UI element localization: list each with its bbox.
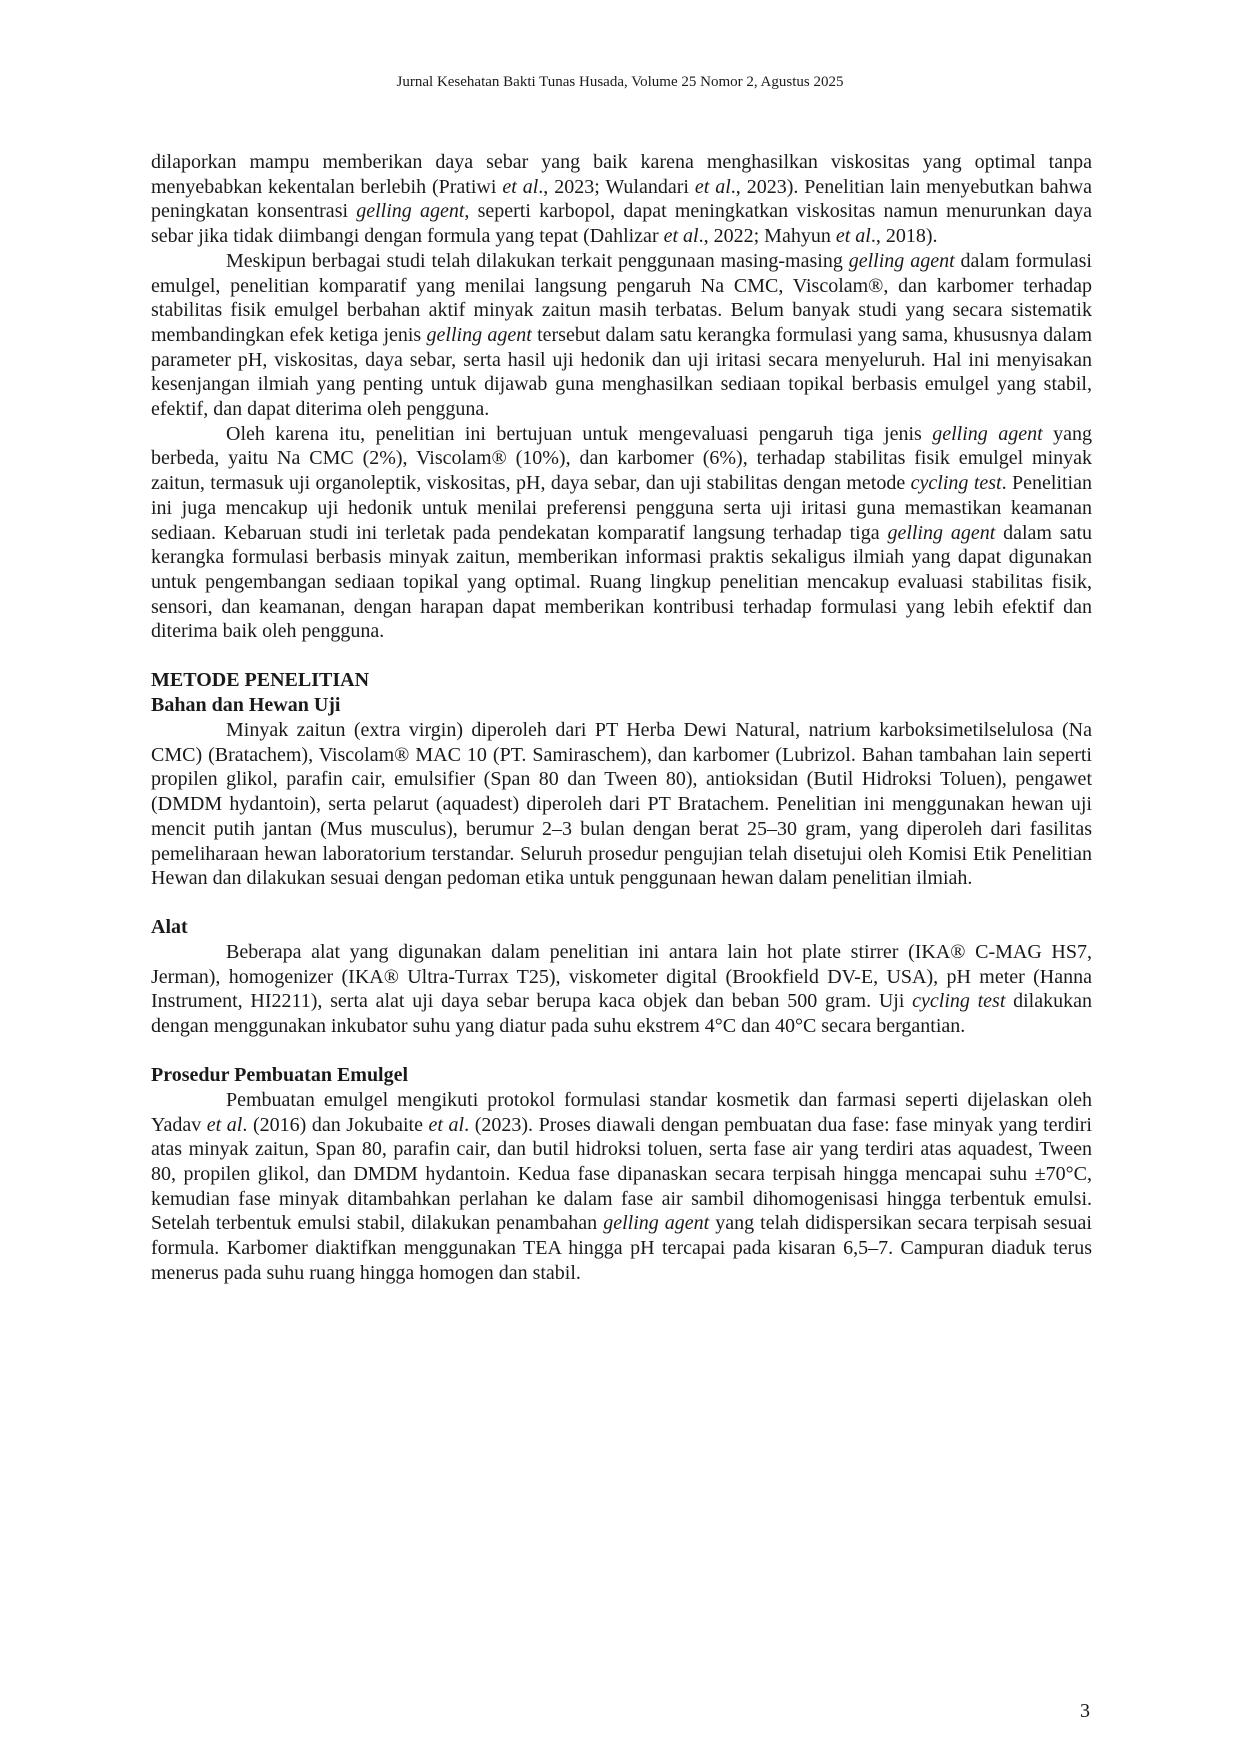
text-run: ., 2018). xyxy=(870,225,938,248)
text-run: yang telah didispersikan secara terpisah sesuai formula. Karbomer diaktifkan menggunakan TEA hingga pH tercapai pada kisaran 6,5–7. Campuran diaduk terus menerus pada suhu ruang hingga homogen dan stabil. xyxy=(151,1212,1092,1284)
text-run: . (2023). Proses diawali dengan pembuatan dua fase: fase minyak yang terdiri atas minyak zaitun, Span 80, parafin cair, dan butil hidroksi toluen, serta fase air yang terdiri atas aquadest, Tween 80, propilen glikol, dan DMDM hydantoin. Kedua fase dipanaskan secara terpisah hingga mencapai suhu ±70°C, kemudian fase minyak ditambahkan perlahan ke dalam fase air sambil dihomogenisasi hingga terbentuk emulsi. Setelah terbentuk emulsi stabil, dilakukan penambahan xyxy=(151,1113,1092,1235)
text-run: dilaporkan mampu memberikan daya sebar yang baik karena menghasilkan viskositas yang optimal tanpa menyebabkan kekentalan berlebih (Pratiwi xyxy=(151,151,1092,198)
text-run: yang berbeda, yaitu Na CMC (2%), Viscolam® (10%), dan karbomer (6%), terhadap stabilitas fisik emulgel minyak zaitun, termasuk uji organoleptik, viskositas, pH, daya sebar, dan uji stabilitas dengan metode xyxy=(151,422,1092,495)
text-run: ., 2023; Wulandari xyxy=(538,175,695,198)
paragraph xyxy=(151,940,1092,1039)
text-run: , seperti karbopol, dapat meningkatkan viskositas namun menurunkan daya sebar jika tidak diimbangi dengan formula yang tepat (Dahlizar xyxy=(151,200,1092,248)
italic-term: et al xyxy=(206,1113,243,1136)
text-run: . (2016) dan Jokubaite xyxy=(242,1113,429,1136)
text-run: . Penelitian ini juga mencakup uji hedonik untuk menilai preferensi pengguna serta uji iritasi guna memastikan keamanan sediaan. Kebaruan studi ini terletak pada pendekatan komparatif langsung terhadap tiga xyxy=(151,472,1092,544)
italic-term: cycling test xyxy=(912,990,1006,1013)
subsection-heading: Alat xyxy=(151,915,188,938)
italic-term: gelling agent xyxy=(426,323,532,346)
section-heading: METODE PENELITIAN xyxy=(151,669,370,692)
italic-term: gelling agent xyxy=(932,422,1043,445)
italic-term: gelling agent xyxy=(887,521,996,544)
italic-term: cycling test xyxy=(910,472,1002,495)
page-number: 3 xyxy=(1080,1700,1090,1722)
introduction-continued xyxy=(151,150,1092,644)
italic-term: et al xyxy=(663,225,699,248)
running-header: Jurnal Kesehatan Bakti Tunas Husada, Volume 25 Nomor 2, Agustus 2025 xyxy=(396,74,844,90)
paragraph xyxy=(151,1088,1092,1286)
text-run: dalam satu kerangka formulasi berbasis minyak zaitun, memberikan informasi praktis sekaligus ilmiah yang dapat digunakan untuk pengembangan sediaan topikal yang optimal. Ruang lingkup penelitian mencakup evaluasi stabilitas fisik, sensori, dan keamanan, dengan harapan dapat memberikan kontribusi terhadap formulasi yang lebih efektif dan diterima baik oleh pengguna. xyxy=(151,521,1092,643)
italic-term: gelling agent xyxy=(848,249,955,272)
text-run: tersebut dalam satu kerangka formulasi yang sama, khususnya dalam parameter pH, viskositas, daya sebar, serta hasil uji hedonik dan uji iritasi secara menyeluruh. Hal ini menyisakan kesenjangan ilmiah yang penting untuk dijawab guna menghasilkan sediaan topikal berbasis emulgel yang stabil, efektif, dan dapat diterima oleh pengguna. xyxy=(151,323,1093,421)
text-run: dilakukan dengan menggunakan inkubator suhu yang diatur pada suhu ekstrem 4°C dan 40°C secara bergantian. xyxy=(151,990,1092,1038)
subsection-heading: Bahan dan Hewan Uji xyxy=(151,694,341,717)
paragraph: Minyak zaitun (extra virgin) diperoleh dari PT Herba Dewi Natural, natrium karboksimetilselulosa (Na CMC) (Bratachem), Viscolam® MAC 10 (PT. Samiraschem), dan karbomer (Lubrizol. Bahan tambahan lain seperti propilen glikol, parafin cair, emulsifier (Span 80 dan Tween 80), antioksidan (Butil Hidroksi Toluen), pengawet (DMDM hydantoin), serta pelarut (aquadest) diperoleh dari PT Bratachem. Penelitian ini menggunakan hewan uji mencit putih jantan (Mus musculus), berumur 2–3 bulan dengan berat 25–30 gram, yang diperoleh dari fasilitas pemeliharaan hewan laboratorium terstandar. Seluruh prosedur pengujian telah disetujui oleh Komisi Etik Penelitian Hewan dan dilakukan sesuai dengan pedoman etika untuk penggunaan hewan dalam penelitian ilmiah. xyxy=(151,719,1092,890)
italic-term: et al xyxy=(694,175,731,198)
text-run: ., 2023). Penelitian lain menyebutkan bahwa peningkatan konsentrasi xyxy=(151,175,1092,223)
italic-term: gelling agent xyxy=(603,1212,710,1235)
italic-term: et al xyxy=(428,1113,465,1136)
paragraph xyxy=(151,422,1092,644)
text-run: Oleh karena itu, penelitian ini bertujuan untuk mengevaluasi pengaruh tiga jenis xyxy=(226,422,933,445)
text-run: Meskipun berbagai studi telah dilakukan terkait penggunaan masing-masing xyxy=(226,249,849,272)
paragraph xyxy=(151,150,1092,249)
paragraph xyxy=(151,249,1092,422)
text-run: ., 2022; Mahyun xyxy=(698,225,836,248)
article-body xyxy=(151,150,1092,1285)
text-run: dalam formulasi emulgel, penelitian komparatif yang menilai langsung pengaruh Na CMC, Viscolam®, dan karbomer terhadap stabilitas fisik emulgel berbahan aktif minyak zaitun masih terbatas. Belum banyak studi yang secara sistematik membandingkan efek ketiga jenis xyxy=(151,249,1092,346)
text-run: Beberapa alat yang digunakan dalam penelitian ini antara lain hot plate stirrer (IKA® C-MAG HS7, Jerman), homogenizer (IKA® Ultra-Turrax T25), viskometer digital (Brookfield DV-E, USA), pH meter (Hanna Instrument, HI2211), serta alat uji daya sebar berupa kaca objek dan beban 500 gram. Uji xyxy=(151,940,1092,1013)
text-run: Pembuatan emulgel mengikuti protokol formulasi standar kosmetik dan farmasi seperti dijelaskan oleh Yadav xyxy=(151,1088,1092,1136)
subsection-heading: Prosedur Pembuatan Emulgel xyxy=(151,1063,409,1086)
italic-term: gelling agent xyxy=(356,200,465,223)
italic-term: et al xyxy=(835,225,871,248)
italic-term: et al xyxy=(502,175,539,198)
